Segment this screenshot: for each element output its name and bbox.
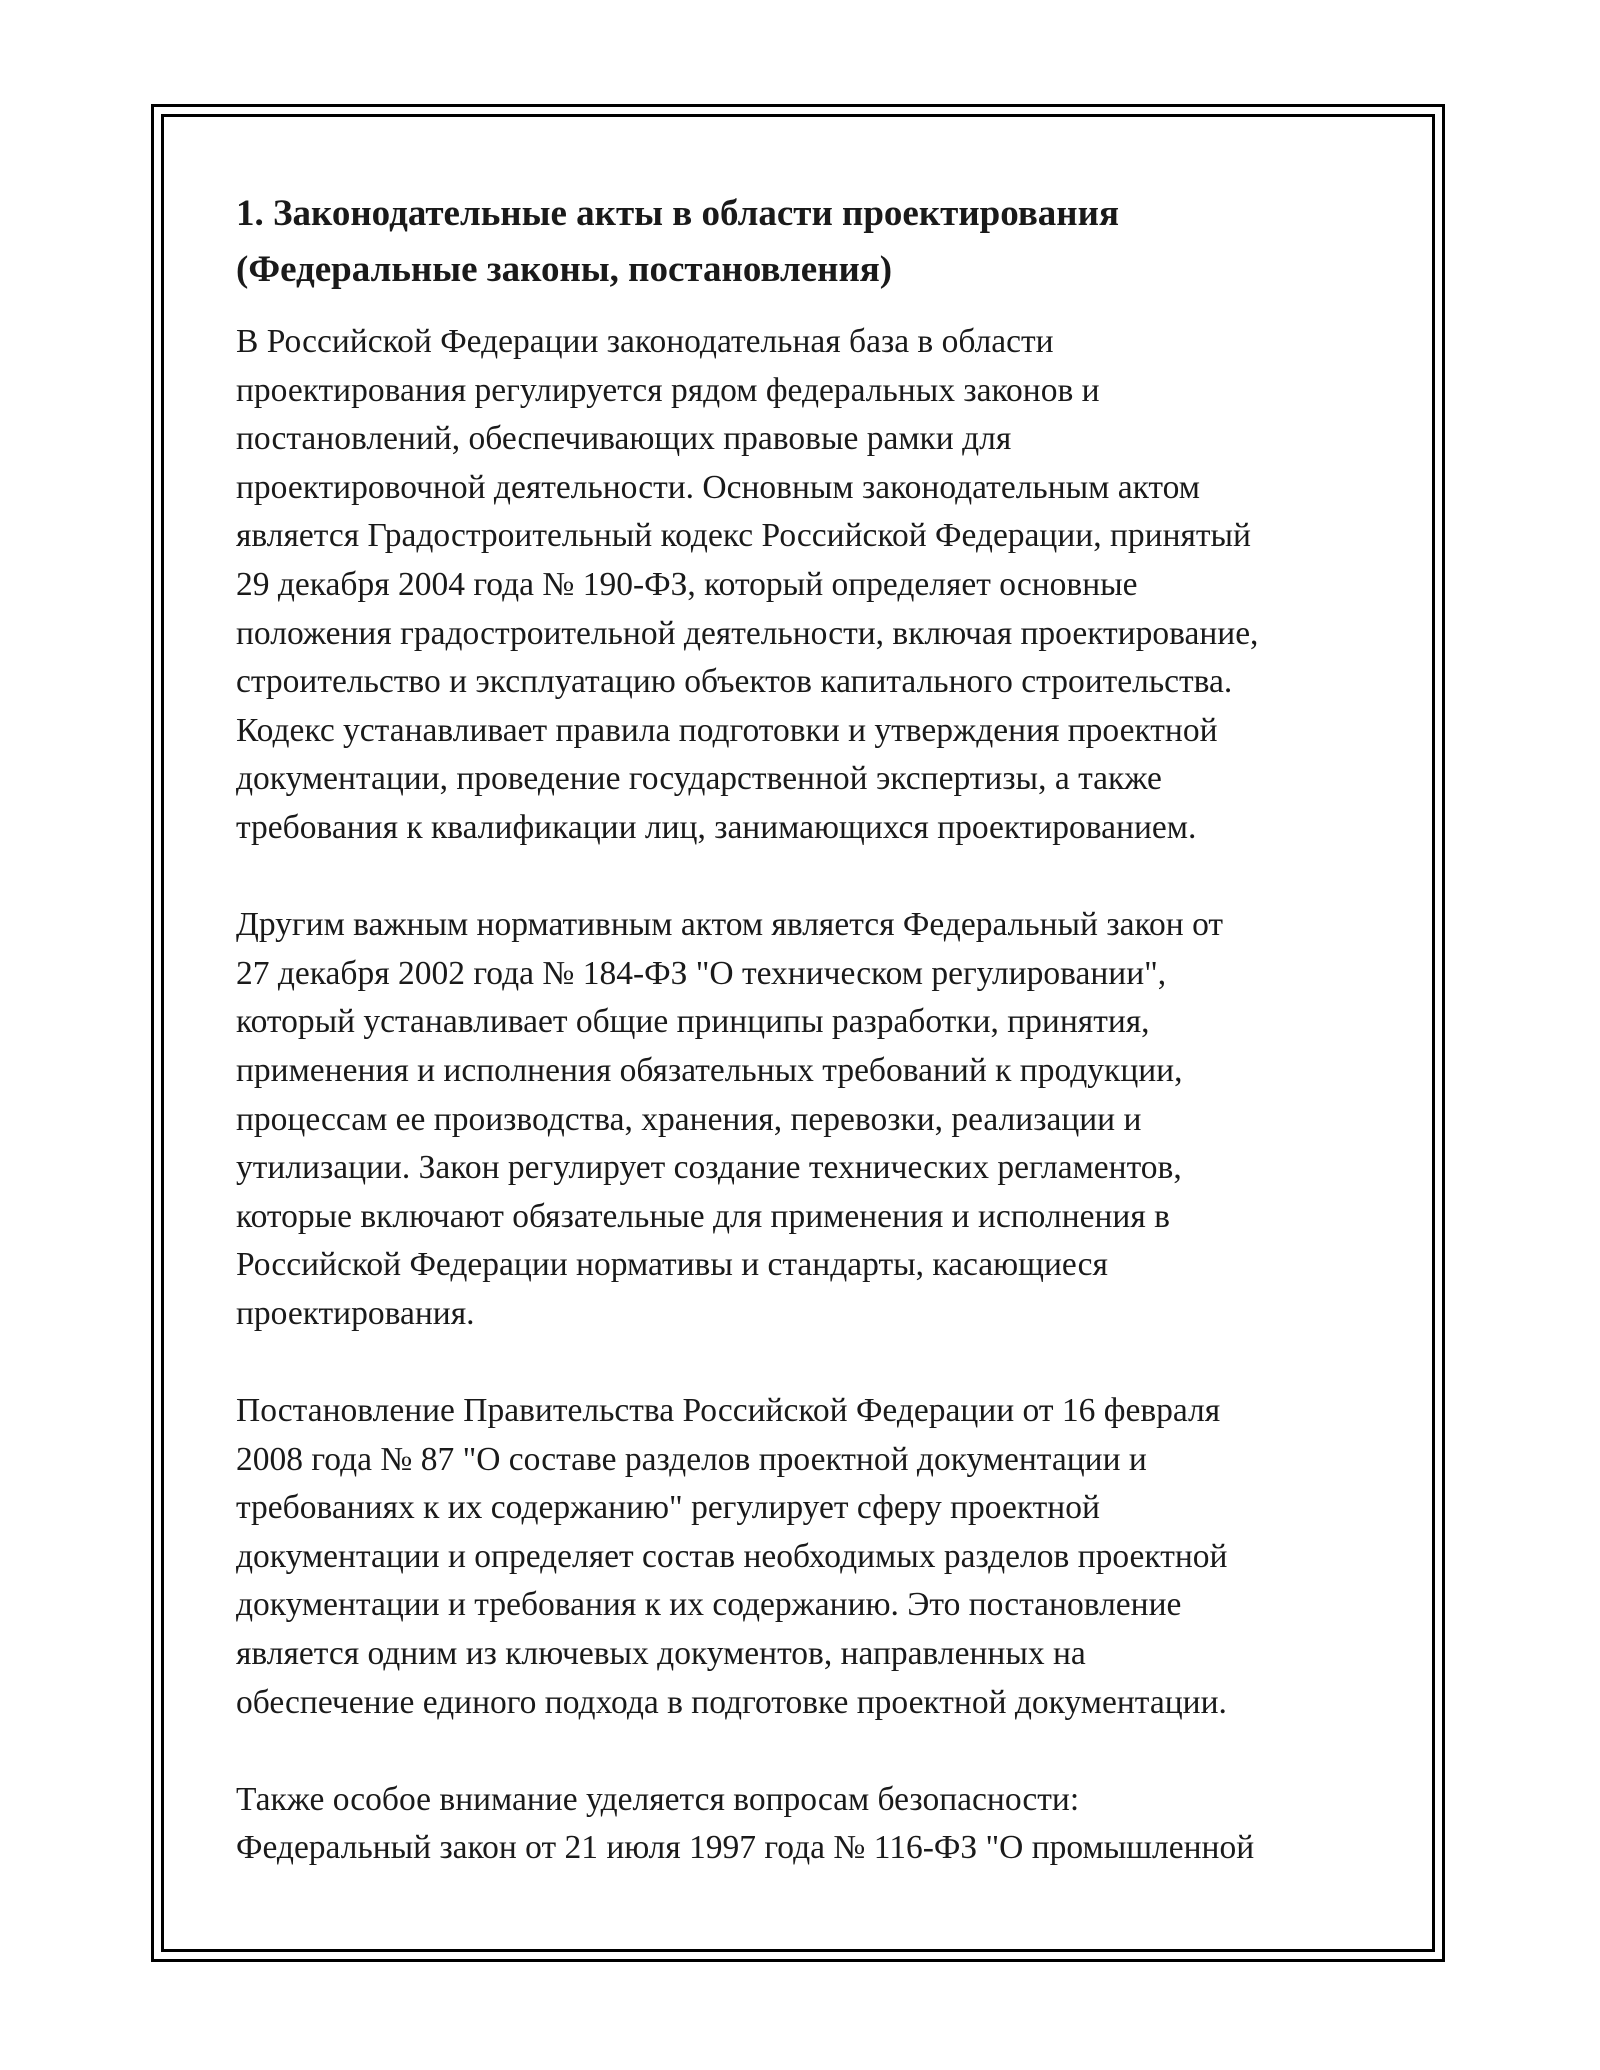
paragraph-line: проектирования регулируется рядом федеральных законов и <box>236 371 1100 409</box>
paragraph-line: применения и исполнения обязательных требований к продукции, <box>236 1051 1183 1089</box>
paragraph-line: Другим важным нормативным актом является Федеральный закон от <box>236 906 1224 944</box>
paragraph <box>236 1776 1396 1873</box>
paragraph-line: Постановление Правительства Российской Федерации от 16 февраля <box>236 1392 1221 1430</box>
paragraph-line: Кодекс устанавливает правила подготовки и утверждения проектной <box>236 711 1218 749</box>
document-body <box>236 186 1396 1922</box>
paragraph-line: который устанавливает общие принципы разработки, принятия, <box>236 1003 1150 1041</box>
paragraph-line: проектировочной деятельности. Основным законодательным актом <box>236 468 1200 506</box>
paragraph-line: положения градостроительной деятельности, включая проектирование, <box>236 614 1259 652</box>
paragraph-line: требования к квалификации лиц, занимающихся проектированием. <box>236 808 1197 846</box>
heading-line: 1. Законодательные акты в области проектирования <box>236 193 1119 234</box>
paragraph-line: является одним из ключевых документов, направленных на <box>236 1635 1086 1673</box>
paragraph-line: 29 декабря 2004 года № 190-ФЗ, который определяет основные <box>236 565 1138 603</box>
paragraph-line: документации и требования к их содержанию. Это постановление <box>236 1586 1182 1624</box>
paragraph-line: 2008 года № 87 "О составе разделов проектной документации и <box>236 1440 1147 1478</box>
paragraph-line: документации и определяет состав необходимых разделов проектной <box>236 1537 1228 1575</box>
paragraph <box>236 1387 1396 1727</box>
heading-line: (Федеральные законы, постановления) <box>236 249 893 290</box>
paragraph <box>236 901 1396 1338</box>
paragraph-line: обеспечение единого подхода в подготовке проектной документации. <box>236 1683 1227 1721</box>
paragraph-line: строительство и эксплуатацию объектов капитального строительства. <box>236 663 1233 701</box>
paragraph-line: Российской Федерации нормативы и стандарты, касающиеся <box>236 1246 1108 1284</box>
paragraph-line: документации, проведение государственной экспертизы, а также <box>236 760 1162 798</box>
paragraph <box>236 318 1396 853</box>
paragraph-line: В Российской Федерации законодательная база в области <box>236 323 1054 360</box>
paragraph-line: является Градостроительный кодекс Российской Федерации, принятый <box>236 517 1251 555</box>
paragraph-line: утилизации. Закон регулирует создание технических регламентов, <box>236 1149 1182 1187</box>
paragraph-line: 27 декабря 2002 года № 184-ФЗ "О техническом регулировании", <box>236 954 1167 992</box>
paragraph-line: постановлений, обеспечивающих правовые рамки для <box>236 420 1012 458</box>
paragraph-line: процессам ее производства, хранения, перевозки, реализации и <box>236 1100 1142 1138</box>
paragraph-line: Также особое внимание уделяется вопросам безопасности: <box>236 1780 1080 1818</box>
paragraph-line: Федеральный закон от 21 июля 1997 года № 116-ФЗ "О промышленной <box>236 1829 1255 1867</box>
paragraph-line: проектирования. <box>236 1294 475 1332</box>
paragraph-list <box>236 318 1396 1873</box>
paragraph-line: которые включают обязательные для применения и исполнения в <box>236 1197 1170 1235</box>
section-heading <box>236 186 1396 298</box>
paragraph-line: требованиях к их содержанию" регулирует сферу проектной <box>236 1489 1100 1527</box>
